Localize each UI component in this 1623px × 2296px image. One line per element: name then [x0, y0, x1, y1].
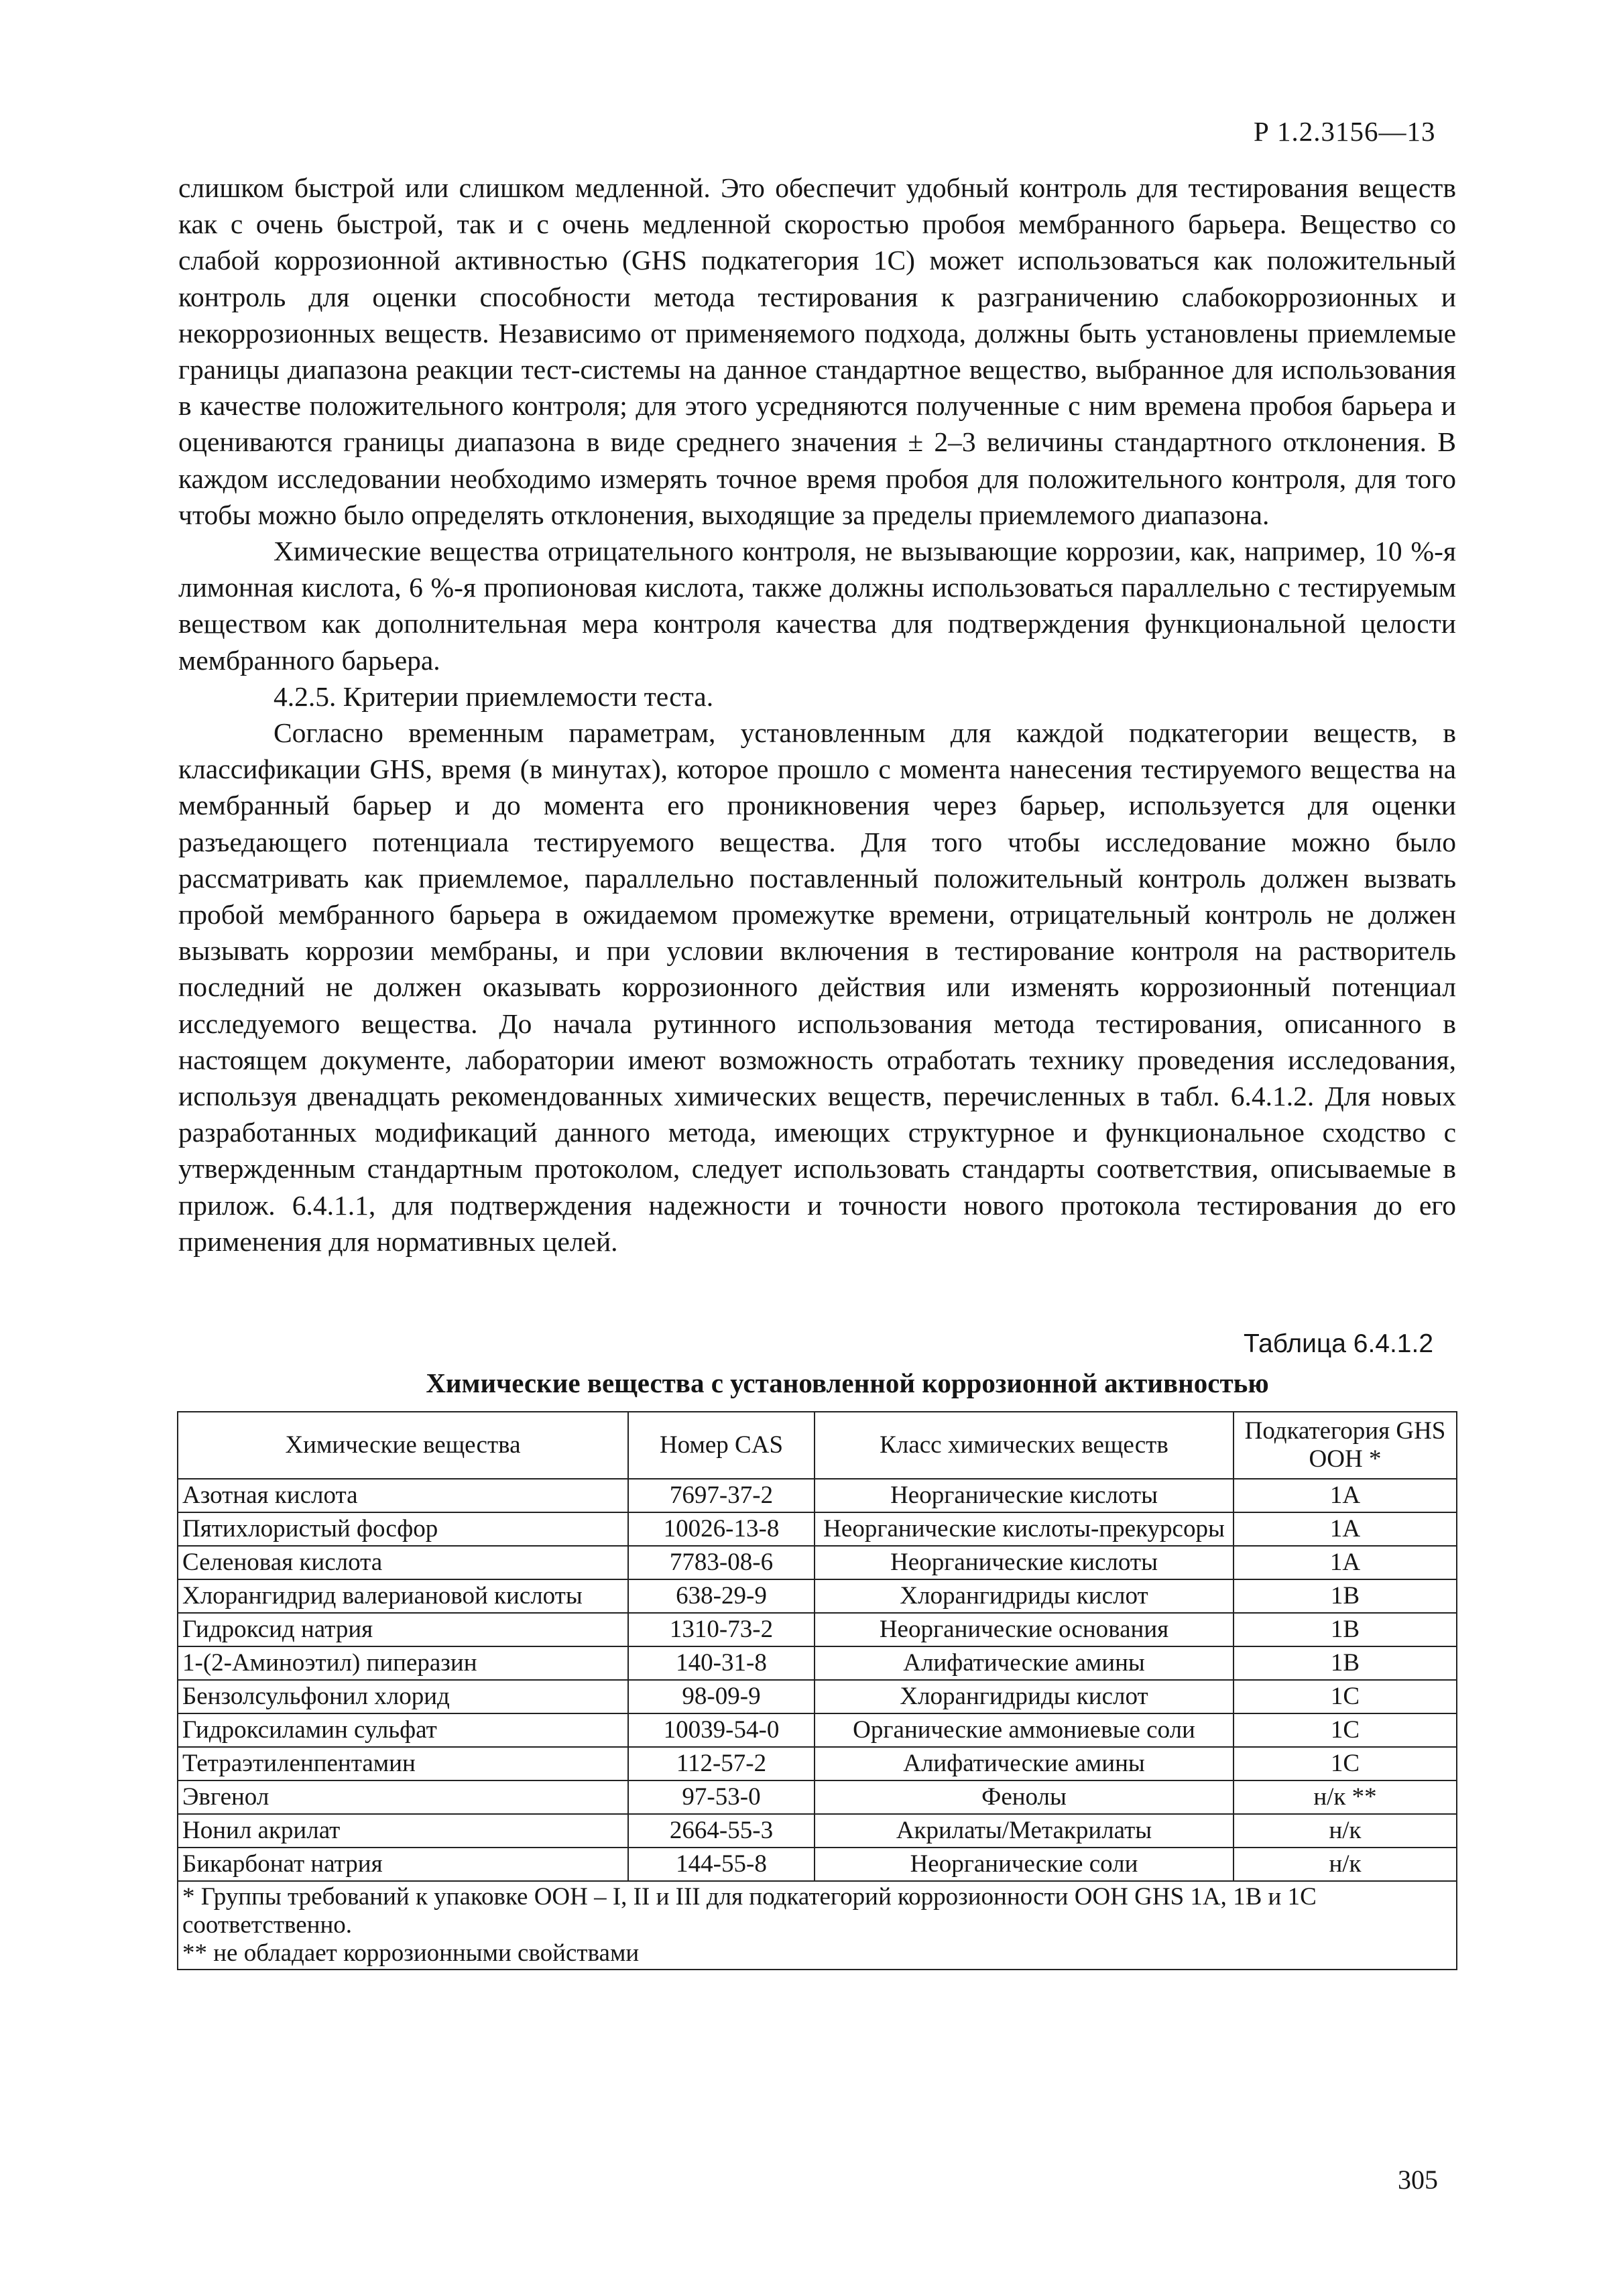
table-label: Таблица 6.4.1.2 [1244, 1329, 1434, 1358]
table-row [178, 1713, 1457, 1747]
header-chemical-class: Класс химических веществ [815, 1412, 1234, 1479]
chemical-class-cell: Алифатические амины [815, 1646, 1234, 1680]
ghs-subcategory-cell: н/к [1234, 1814, 1457, 1848]
paragraph-acceptance-criteria: Согласно временным параметрам, установленным для каждой подкатегории веществ, в классификации GHS, время (в минутах), которое прошло с момента нанесения тестируемого вещества на мембранный барьер и до момента его проникновения через барьер, используется для оценки разъедающего потенциала тестируемого вещества. Для того чтобы исследование можно было рассматривать как приемлемое, параллельно поставленный положительный контроль должен вызвать пробой мембранного барьера в ожидаемом промежутке времени, отрицательный контроль не должен вызывать коррозии мембраны, и при условии включения в тестирование контроля на растворитель последний не должен оказывать коррозионного действия или изменять коррозионный потенциал исследуемого вещества. До начала рутинного использования метода тестирования, описанного в настоящем документе, лаборатории имеют возможность отработать технику проведения исследования, используя двенадцать рекомендованных химических веществ, перечисленных в табл. 6.4.1.2. Для новых разработанных модификаций данного метода, имеющих структурное и функциональное сходство с утвержденным стандартным протоколом, следует использовать стандарты соответствия, описываемые в прилож. 6.4.1.1, для подтверждения надежности и точности нового протокола тестирования до его применения для нормативных целей. [178, 717, 1456, 1257]
table-note-2: ** не обладает коррозионными свойствами [182, 1939, 640, 1967]
cas-number-cell: 10039-54-0 [628, 1713, 815, 1747]
chemical-name-cell: Эвгенол [178, 1780, 628, 1814]
table-note-1: * Группы требований к упаковке ООН – I, II и III для подкатегорий коррозионности ООН GHS 1A, 1B и 1C соответственно. [182, 1883, 1317, 1939]
page-number: 305 [1398, 2165, 1438, 2195]
cas-number-cell: 98-09-9 [628, 1680, 815, 1713]
table-row [178, 1814, 1457, 1848]
cas-number-cell: 144-55-8 [628, 1848, 815, 1881]
ghs-subcategory-cell: 1C [1234, 1680, 1457, 1713]
cas-number-cell: 112-57-2 [628, 1747, 815, 1780]
table-row [178, 1747, 1457, 1780]
ghs-subcategory-cell: 1A [1234, 1546, 1457, 1579]
body-text [178, 170, 1456, 1260]
chemical-class-cell: Фенолы [815, 1780, 1234, 1814]
chemical-class-cell: Неорганические кислоты-прекурсоры [815, 1512, 1234, 1546]
ghs-subcategory-cell: н/к [1234, 1848, 1457, 1881]
header-cas-number: Номер CAS [628, 1412, 815, 1479]
ghs-subcategory-cell: 1C [1234, 1713, 1457, 1747]
table-row [178, 1680, 1457, 1713]
table-row [178, 1848, 1457, 1881]
chemical-name-cell: Хлорангидрид валериановой кислоты [178, 1579, 628, 1613]
chemical-name-cell: Азотная кислота [178, 1479, 628, 1512]
table-row [178, 1613, 1457, 1646]
ghs-subcategory-cell: 1B [1234, 1579, 1457, 1613]
chemicals-table [177, 1411, 1457, 1970]
table-header-row [178, 1412, 1457, 1479]
chemical-class-cell: Акрилаты/Метакрилаты [815, 1814, 1234, 1848]
chemical-class-cell: Неорганические основания [815, 1613, 1234, 1646]
ghs-subcategory-cell: 1A [1234, 1512, 1457, 1546]
table-title: Химические вещества с установленной коррозионной активностью [426, 1368, 1269, 1398]
chemical-class-cell: Неорганические кислоты [815, 1546, 1234, 1579]
paragraph-negative-control: Химические вещества отрицательного контроля, не вызывающие коррозии, как, например, 10 %-я лимонная кислота, 6 %-я пропионовая кислота, также должны использоваться параллельно с тестируемым веществом как дополнительная мера контроля качества для подтверждения функциональной целости мембранного барьера. [178, 536, 1456, 676]
table-row [178, 1479, 1457, 1512]
chemical-name-cell: Бензолсульфонил хлорид [178, 1680, 628, 1713]
chemical-name-cell: Гидроксид натрия [178, 1613, 628, 1646]
cas-number-cell: 97-53-0 [628, 1780, 815, 1814]
table-body [178, 1479, 1457, 1881]
section-heading-4-2-5: 4.2.5. Критерии приемлемости теста. [274, 680, 714, 712]
chemical-class-cell: Неорганические соли [815, 1848, 1234, 1881]
header-ghs-subcategory: Подкатегория GHS ООН * [1234, 1412, 1457, 1479]
chemical-class-cell: Неорганические кислоты [815, 1479, 1234, 1512]
table-row [178, 1546, 1457, 1579]
cas-number-cell: 2664-55-3 [628, 1814, 815, 1848]
ghs-subcategory-cell: н/к ** [1234, 1780, 1457, 1814]
ghs-subcategory-cell: 1B [1234, 1646, 1457, 1680]
ghs-subcategory-cell: 1B [1234, 1613, 1457, 1646]
table-row [178, 1780, 1457, 1814]
chemical-name-cell: Бикарбонат натрия [178, 1848, 628, 1881]
cas-number-cell: 638-29-9 [628, 1579, 815, 1613]
paragraph-positive-control: слишком быстрой или слишком медленной. Это обеспечит удобный контроль для тестирования веществ как с очень быстрой, так и с очень медленной скоростью пробоя мембранного барьера. Вещество со слабой коррозионной активностью (GHS подкатегория 1С) может использоваться как положительный контроль для оценки способности метода тестирования к разграничению слабокоррозионных и некоррозионных веществ. Независимо от применяемого подхода, должны быть установлены приемлемые границы диапазона реакции тест-системы на данное стандартное вещество, выбранное для использования в качестве положительного контроля; для этого усредняются полученные с ним времена пробоя барьера и оцениваются границы диапазона в виде среднего значения ± 2–3 величины стандартного отклонения. В каждом исследовании необходимо измерять точное время пробоя для положительного контроля, для того чтобы можно было определять отклонения, выходящие за пределы приемлемого диапазона. [178, 172, 1456, 530]
chemical-name-cell: Нонил акрилат [178, 1814, 628, 1848]
cas-number-cell: 7783-08-6 [628, 1546, 815, 1579]
chemical-class-cell: Хлорангидриды кислот [815, 1579, 1234, 1613]
chemical-name-cell: Тетраэтиленпентамин [178, 1747, 628, 1780]
ghs-subcategory-cell: 1C [1234, 1747, 1457, 1780]
chemical-class-cell: Органические аммониевые соли [815, 1713, 1234, 1747]
cas-number-cell: 140-31-8 [628, 1646, 815, 1680]
table-row [178, 1512, 1457, 1546]
table-notes [178, 1881, 1457, 1970]
document-code: Р 1.2.3156—13 [1254, 116, 1436, 147]
table-notes-row [178, 1881, 1457, 1970]
chemical-name-cell: 1-(2-Аминоэтил) пиперазин [178, 1646, 628, 1680]
header-chemicals: Химические вещества [178, 1412, 628, 1479]
cas-number-cell: 10026-13-8 [628, 1512, 815, 1546]
ghs-subcategory-cell: 1A [1234, 1479, 1457, 1512]
cas-number-cell: 1310-73-2 [628, 1613, 815, 1646]
chemical-name-cell: Селеновая кислота [178, 1546, 628, 1579]
chemical-class-cell: Хлорангидриды кислот [815, 1680, 1234, 1713]
chemical-name-cell: Гидроксиламин сульфат [178, 1713, 628, 1747]
chemical-name-cell: Пятихлористый фосфор [178, 1512, 628, 1546]
chemical-class-cell: Алифатические амины [815, 1747, 1234, 1780]
cas-number-cell: 7697-37-2 [628, 1479, 815, 1512]
table-row [178, 1579, 1457, 1613]
table-row [178, 1646, 1457, 1680]
